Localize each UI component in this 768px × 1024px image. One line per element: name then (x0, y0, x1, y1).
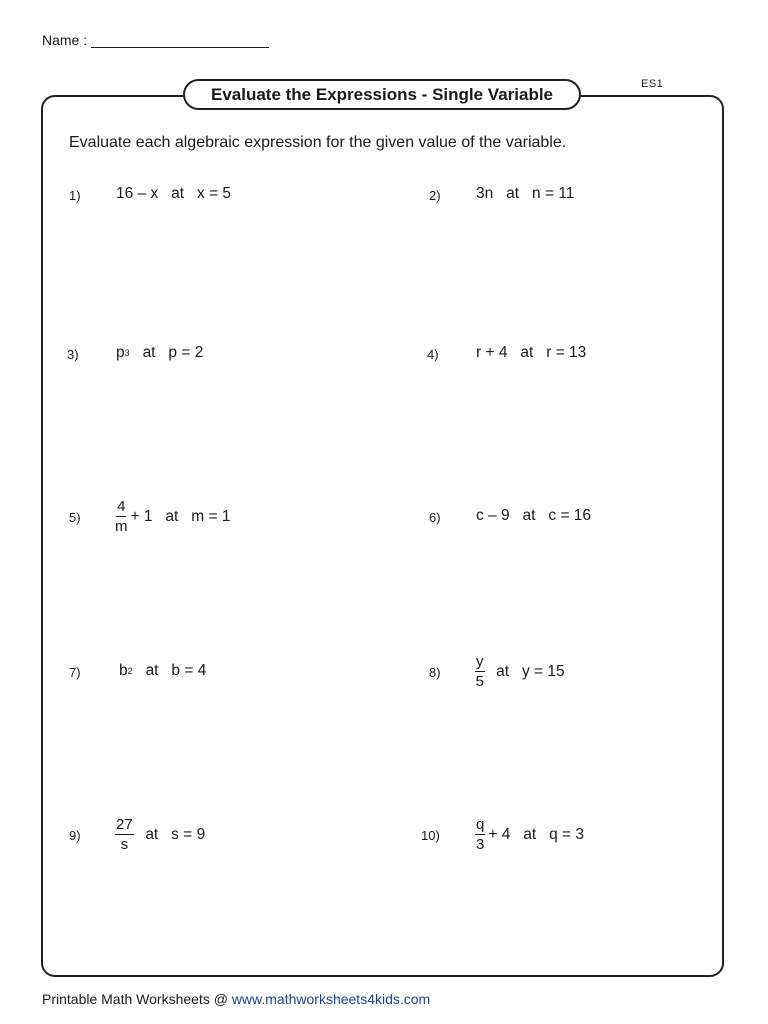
fraction-numerator: q (476, 816, 485, 833)
problem-number: 6) (429, 510, 441, 525)
fraction-denominator: 3 (476, 836, 485, 853)
problem-number: 7) (69, 665, 81, 680)
at-word: at (171, 185, 185, 202)
expression: c – 9 (476, 507, 510, 524)
worksheet-code: ES1 (641, 78, 664, 90)
footer (42, 991, 430, 1007)
problem-number: 2) (429, 188, 441, 203)
problem-expression (115, 499, 230, 534)
instructions: Evaluate each algebraic expression for the given value of the variable. (69, 134, 567, 151)
variable-assignment: q = 3 (549, 825, 585, 843)
problem-expression (116, 185, 231, 203)
variable-assignment: n = 11 (532, 185, 575, 202)
name-field (42, 32, 269, 48)
expression: 16 – x (116, 185, 159, 202)
problem-expression (475, 654, 565, 689)
expression-base: p (116, 344, 125, 361)
variable-assignment: x = 5 (197, 185, 232, 202)
problem-expression (119, 662, 206, 680)
variable-assignment: c = 16 (548, 507, 592, 524)
problem-expression (476, 185, 574, 203)
variable-assignment: b = 4 (171, 662, 207, 679)
at-word: at (145, 825, 159, 843)
fraction (115, 817, 134, 852)
at-word: at (523, 825, 537, 843)
fraction-denominator: m (115, 518, 128, 535)
problem-expression (476, 507, 591, 525)
expression-base: b (119, 662, 128, 679)
at-word: at (496, 662, 510, 680)
problem-expression (476, 344, 586, 362)
worksheet-title: Evaluate the Expressions - Single Variable (183, 79, 581, 110)
problem-number: 4) (427, 347, 439, 362)
at-word: at (165, 507, 179, 525)
expression-tail: + 4 (488, 825, 511, 843)
variable-assignment: p = 2 (168, 344, 204, 361)
variable-assignment: r = 13 (546, 344, 587, 361)
at-word: at (506, 185, 520, 202)
fraction-denominator: s (120, 836, 129, 853)
fraction-numerator: 4 (117, 498, 126, 515)
fraction (475, 654, 485, 689)
problem-expression (116, 344, 203, 362)
problem-expression (475, 817, 584, 852)
at-word: at (145, 662, 159, 679)
at-word: at (520, 344, 534, 361)
at-word: at (142, 344, 156, 361)
fraction-denominator: 5 (475, 673, 484, 690)
expression-tail: + 1 (130, 507, 153, 525)
name-blank-line[interactable] (91, 34, 269, 48)
problem-number: 9) (69, 828, 81, 843)
exponent: 2 (127, 666, 133, 676)
problem-expression (115, 817, 205, 852)
variable-assignment: m = 1 (191, 507, 231, 525)
exponent: 3 (124, 348, 130, 358)
name-label: Name : (42, 32, 88, 48)
problem-number: 5) (69, 510, 81, 525)
problem-number: 3) (67, 347, 79, 362)
footer-label: Printable Math Worksheets @ (42, 991, 232, 1007)
problem-number: 10) (421, 828, 440, 843)
footer-link[interactable]: www.mathworksheets4kids.com (231, 991, 431, 1007)
at-word: at (522, 507, 536, 524)
variable-assignment: y = 15 (521, 662, 565, 680)
fraction (475, 817, 485, 852)
expression: r + 4 (476, 344, 508, 361)
problem-number: 8) (429, 665, 441, 680)
variable-assignment: s = 9 (171, 825, 206, 843)
problem-number: 1) (69, 188, 81, 203)
fraction-numerator: y (476, 653, 484, 670)
fraction (115, 499, 128, 534)
fraction-numerator: 27 (116, 816, 133, 833)
expression: 3n (476, 185, 494, 202)
